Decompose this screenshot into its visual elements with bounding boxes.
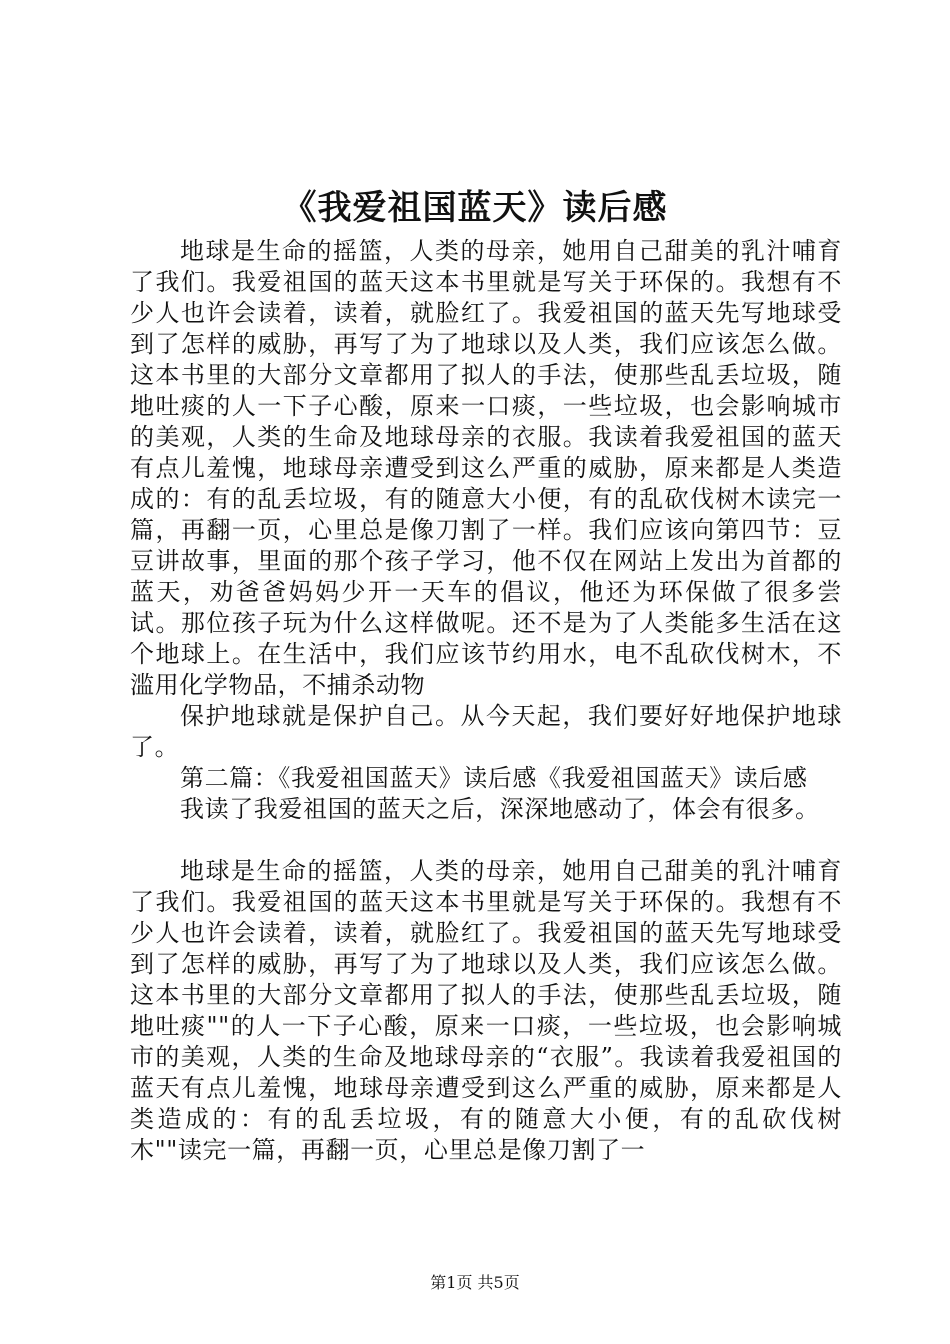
section-heading: 第二篇：《我爱祖国蓝天》读后感《我爱祖国蓝天》读后感	[180, 764, 808, 792]
paragraph: 保护地球就是保护自己。从今天起，我们要好好地保护地球了。	[130, 702, 842, 761]
paragraph: 地球是生命的摇篮，人类的母亲，她用自己甜美的乳汁哺育了我们。我爱祖国的蓝天这本书里就是写关于环保的。我想有不少人也许会读着，读着，就脸红了。我爱祖国的蓝天先写地球受到了怎样的威胁，再写了为了地球以及人类，我们应该怎么做。这本书里的大部分文章都用了拟人的手法，使那些乱丢垃圾，随地吐痰的人一下子心酸，原来一口痰，一些垃圾，也会影响城市的美观，人类的生命及地球母亲的衣服。我读着我爱祖国的蓝天有点儿羞愧，地球母亲遭受到这么严重的威胁，原来都是人类造成的：有的乱丢垃圾，有的随意大小便，有的乱砍伐树木读完一篇，再翻一页，心里总是像刀割了一样。我们应该向第四节：豆豆讲故事，里面的那个孩子学习，他不仅在网站上发出为首都的蓝天，劝爸爸妈妈少开一天车的倡议，他还为环保做了很多尝试。那位孩子玩为什么这样做呢。还不是为了人类能多生活在这个地球上。在生活中，我们应该节约用水，电不乱砍伐树木，不滥用化学物品，不捕杀动物	[130, 237, 842, 699]
paragraph: 地球是生命的摇篮，人类的母亲，她用自己甜美的乳汁哺育了我们。我爱祖国的蓝天这本书里就是写关于环保的。我想有不少人也许会读着，读着，就脸红了。我爱祖国的蓝天先写地球受到了怎样的威胁，再写了为了地球以及人类，我们应该怎么做。这本书里的大部分文章都用了拟人的手法，使那些乱丢垃圾，随地吐痰""的人一下子心酸，原来一口痰，一些垃圾，也会影响城市的美观，人类的生命及地球母亲的“衣服”。我读着我爱祖国的蓝天有点儿羞愧，地球母亲遭受到这么严重的威胁，原来都是人类造成的：有的乱丢垃圾，有的随意大小便，有的乱砍伐树木""读完一篇，再翻一页，心里总是像刀割了一	[130, 857, 842, 1164]
page-footer: 第1页 共5页	[430, 1273, 520, 1292]
blank-line	[130, 825, 842, 856]
paragraph: 我读了我爱祖国的蓝天之后，深深地感动了，体会有很多。	[180, 795, 820, 823]
document-title: 《我爱祖国蓝天》读后感	[282, 188, 668, 228]
document-body	[130, 236, 842, 1166]
